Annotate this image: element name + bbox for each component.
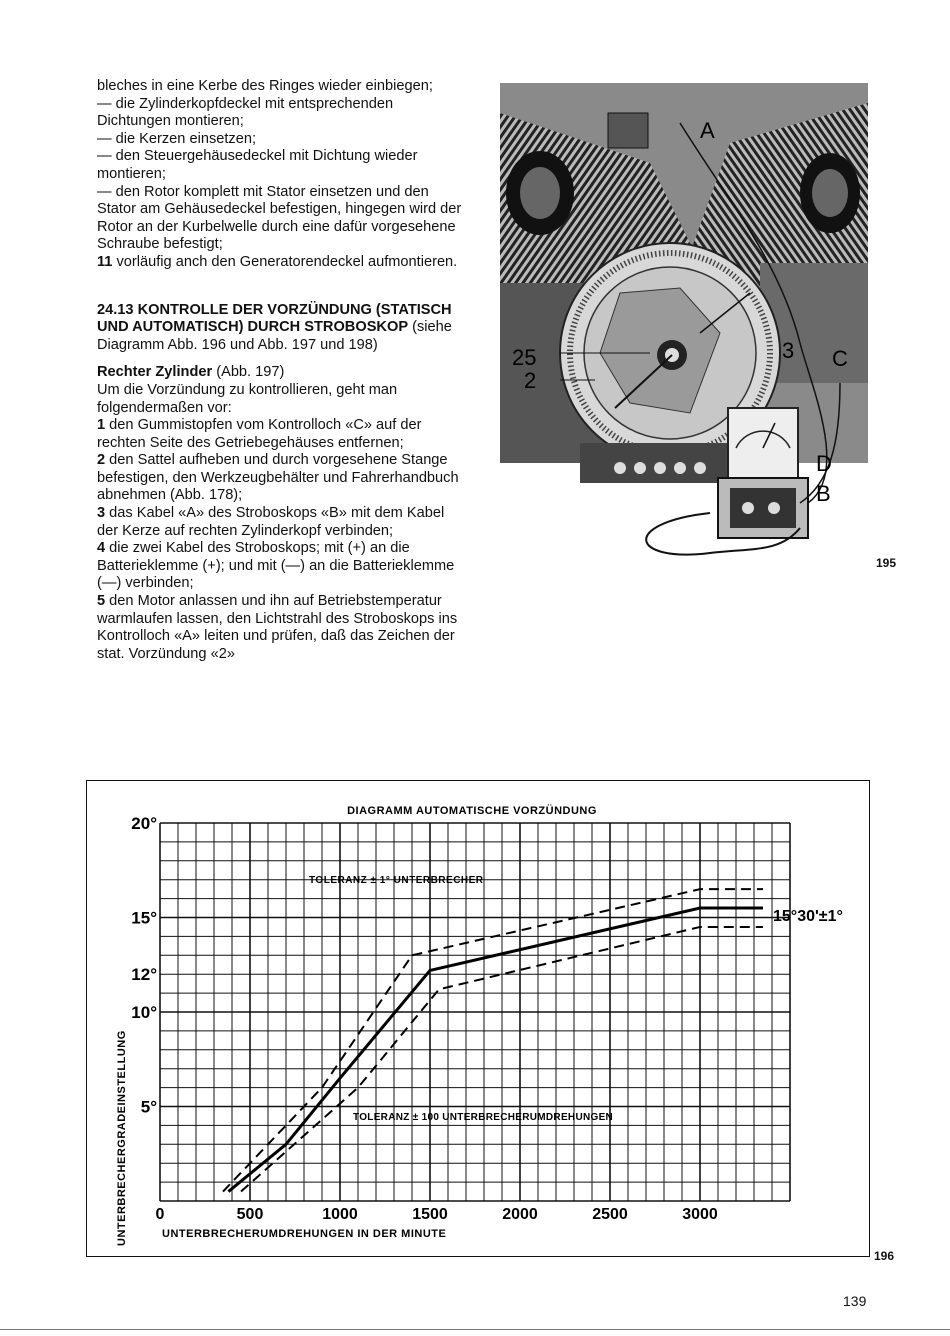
x-tick-label: 2500: [592, 1206, 628, 1223]
step-number: 2: [97, 452, 106, 469]
step-text: den Motor anlassen und ihn auf Betriebstemperatur warmlaufen lassen, den Lichtstrahl des Stroboskops ins Kontrolloch «A» leiten und prüfen, daß das Zeichen der stat. Vorzündung «2»: [97, 593, 458, 662]
y-axis-label: UNTERBRECHERGRADEINSTELLUNG: [116, 1030, 128, 1246]
section-title: 24.13 KONTROLLE DER VORZÜNDUNG (STATISCH UND AUTOMATISCH) DURCH STROBOSKOP: [97, 301, 452, 336]
step-number: 11: [97, 253, 113, 270]
step-text: vorläufig anch den Generatorendeckel aufmontieren.: [112, 253, 458, 270]
subheading-reference: (Abb. 197): [212, 364, 285, 381]
diagram-frame: [86, 780, 870, 1257]
y-tick-label: 12°: [131, 965, 157, 985]
step: [97, 540, 469, 593]
step: [97, 417, 469, 452]
subheading: [97, 364, 469, 382]
section-heading: [97, 302, 469, 355]
x-tick-label: 1500: [412, 1206, 448, 1223]
page-number: 139: [843, 1293, 867, 1309]
x-tick-label: 3000: [682, 1206, 718, 1223]
photo-label-c: C: [832, 346, 848, 371]
chart-title: DIAGRAMM AUTOMATISCHE VORZÜNDUNG: [347, 805, 597, 817]
step: [97, 593, 469, 663]
figure-number: 196: [874, 1249, 895, 1263]
text-column: [97, 78, 469, 663]
advance-diagram: [87, 781, 868, 1255]
annotation-tolerance-rpm: TOLERANZ ± 100 UNTERBRECHERUMDREHUNGEN: [353, 1112, 614, 1123]
photo-label-b: B: [816, 481, 831, 506]
paragraph: Um die Vorzündung zu kontrollieren, geht man folgendermaßen vor:: [97, 381, 398, 416]
x-tick-label: 500: [236, 1206, 264, 1223]
photo-label-2: 2: [524, 368, 537, 393]
annotation-end-value: 15°30'±1°: [773, 908, 843, 925]
page-bottom-rule: [0, 1329, 950, 1330]
paragraph: bleches in eine Kerbe des Ringes wieder einbiegen;: [97, 78, 433, 94]
step-text: das Kabel «A» des Stroboskops «B» mit dem Kabel der Kerze auf rechten Zylinderkopf verbinden;: [97, 505, 445, 539]
step: [97, 452, 469, 505]
subheading-title: Rechter Zylinder: [97, 364, 213, 381]
step-text: den Sattel aufheben und durch vorgesehene Stange befestigen, den Werkzeugbehälter und Fahrerhandbuch abnehmen (Abb. 178);: [97, 452, 459, 504]
y-tick-labels: [131, 814, 157, 1117]
paragraph: — die Kerzen einsetzen;: [97, 130, 256, 147]
x-axis-label: UNTERBRECHERUMDREHUNGEN IN DER MINUTE: [162, 1228, 447, 1240]
x-tick-labels: [156, 1206, 718, 1223]
paragraph: — den Steuergehäusedeckel mit Dichtung wieder montieren;: [97, 148, 418, 182]
step-number: 3: [97, 505, 106, 522]
x-tick-label: 1000: [322, 1206, 358, 1223]
y-tick-label: 20°: [131, 814, 157, 833]
photo-label-d: D: [816, 451, 832, 476]
x-tick-label: 2000: [502, 1206, 538, 1223]
y-tick-label: 10°: [131, 1003, 157, 1022]
paragraph: [97, 254, 469, 272]
step-number: 1: [97, 417, 106, 434]
step-number: 4: [97, 540, 106, 557]
paragraph: — die Zylinderkopfdeckel mit entsprechenden Dichtungen montieren;: [97, 95, 394, 130]
engine-photo: [500, 83, 868, 568]
step-text: die zwei Kabel des Stroboskops; mit (+) an die Batterieklemme (+); und mit (—) an die Batterieklemme (—) verbinden;: [97, 540, 455, 592]
photo-label-a: A: [700, 118, 715, 143]
paragraph: — den Rotor komplett mit Stator einsetzen und den Stator am Gehäusedeckel befestigen, hingegen wird der Rotor an der Kurbelwelle durch eine dafür vorgesehene Schraube befestigt;: [97, 183, 462, 253]
photo-label-3: 3: [782, 338, 795, 363]
step-number: 5: [97, 593, 106, 610]
photo-label-25: 25: [512, 345, 537, 370]
step: [97, 505, 469, 540]
y-tick-label: 5°: [140, 1097, 157, 1117]
step-text: den Gummistopfen vom Kontrolloch «C» auf der rechten Seite des Getriebegehäuses entfernen;: [97, 417, 422, 451]
annotation-tolerance-degrees: TOLERANZ ± 1° UNTERBRECHER: [309, 875, 484, 886]
section-reference: (siehe Diagramm Abb. 196 und Abb. 197 und 198): [97, 319, 452, 353]
y-tick-label: 15°: [131, 908, 157, 928]
figure-number: 195: [876, 556, 897, 570]
x-tick-label: 0: [155, 1206, 165, 1223]
